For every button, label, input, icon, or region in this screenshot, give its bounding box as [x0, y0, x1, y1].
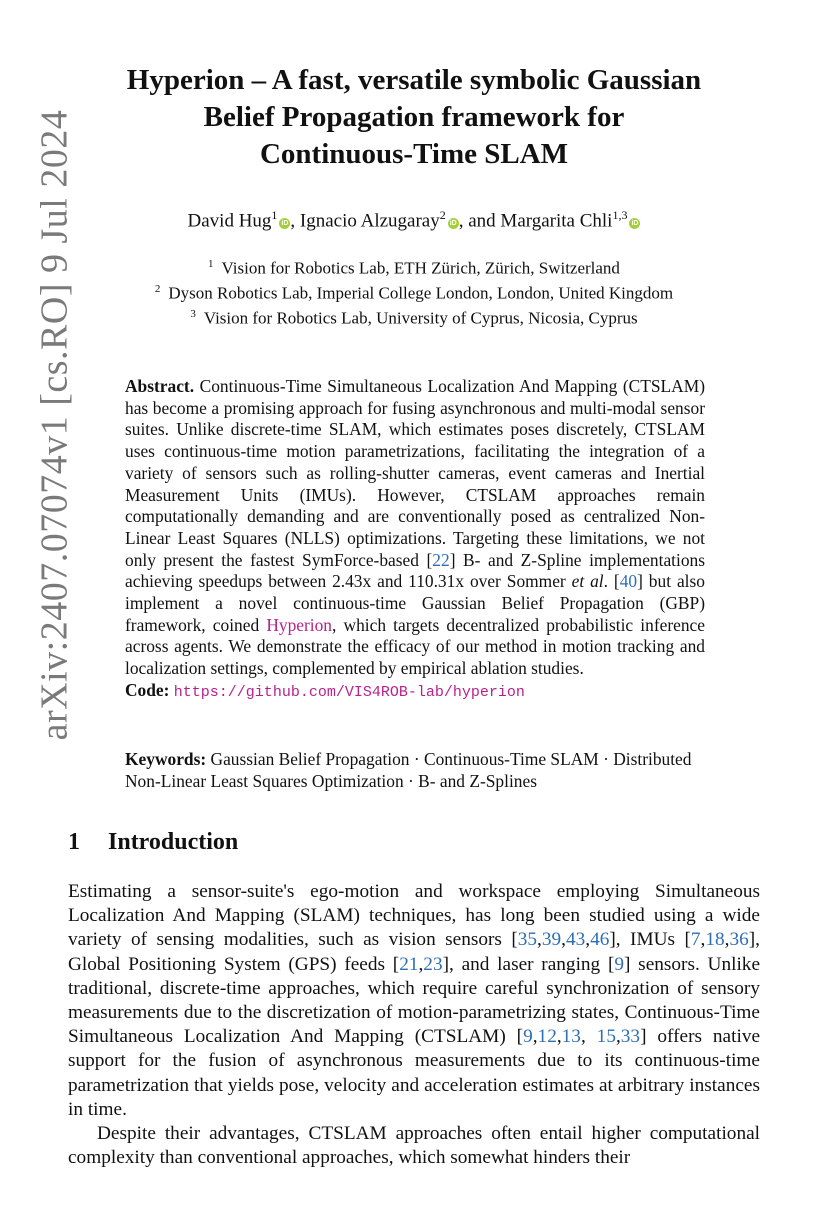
keywords-label: Keywords: — [125, 749, 207, 769]
author-affiliation-mark: 1,3 — [612, 208, 628, 222]
author-list — [80, 208, 748, 232]
affiliation-mark: 1 — [208, 258, 214, 270]
citation-link[interactable]: 36 — [729, 929, 749, 951]
arxiv-identifier: arXiv:2407.07074v1 [cs.RO] 9 Jul 2024 — [33, 109, 75, 741]
citation-link[interactable]: 35 — [517, 929, 538, 951]
citation-link[interactable]: 40 — [619, 571, 638, 592]
title-line-2: Belief Propagation framework for — [203, 101, 625, 133]
affiliation — [80, 279, 748, 304]
paragraph: Estimating a sensor-suite's ego-motion and workspace employing Simultaneous Localization And Mapping (SLAM) techniques, has long been studied using a wide variety of sensing modalities, such as vision sensors [35,39,43,46], IMUs [7,18,36], Global Positioning System (GPS) feeds [21,23], and laser ranging [9] sensors. Unlike traditional, discrete-time approaches, which require careful synchronization of sensory measurements due to the discretization of motion-parametrizing states, Continuous-Time Simultaneous Localization And Mapping (CTSLAM) [9,12,13, 15,33] offers native support for the fusion of asynchronous measurements due to its continuous-time parametrization that yields pose, velocity and acceleration estimates at arbitrary instances in time. — [68, 881, 761, 1120]
citation-link[interactable]: 9 — [523, 1026, 533, 1048]
keywords-text: Gaussian Belief Propagation · Continuous-Time SLAM · Distributed Non-Linear Least Squares Optimization · B- and Z-Splines — [125, 749, 692, 791]
title-line-3: Continuous-Time SLAM — [259, 138, 569, 170]
affiliation-text: Dyson Robotics Lab, Imperial College London, London, United Kingdom — [168, 283, 674, 303]
citation-link[interactable]: 23 — [423, 953, 443, 975]
citation-link[interactable]: 12 — [537, 1026, 557, 1048]
citation-link[interactable]: 22 — [432, 549, 450, 570]
abstract-text: ] but also implement a novel continuous-time Gaussian Belief Propagation (GBP) framework, coined — [125, 571, 705, 635]
author-separator: , — [290, 210, 300, 232]
affiliation-text: Vision for Robotics Lab, ETH Zürich, Zürich, Switzerland — [221, 258, 620, 278]
code-url-link[interactable]: https://github.com/VIS4ROB-lab/hyperion — [173, 683, 525, 701]
abstract-italic: et al — [571, 571, 604, 592]
citation-link[interactable]: 39 — [541, 929, 562, 951]
affiliation — [80, 254, 748, 279]
affiliation-mark: 3 — [190, 308, 196, 321]
abstract-label: Abstract. — [125, 376, 195, 396]
section-heading — [68, 829, 758, 856]
citation-link[interactable]: 15 — [596, 1026, 616, 1048]
affiliation-mark: 2 — [154, 283, 161, 296]
body-text: ], and laser ranging [ — [442, 953, 615, 975]
author-separator: , and — [458, 210, 501, 232]
citation-link[interactable]: 33 — [620, 1026, 641, 1048]
abstract-text: Continuous-Time Simultaneous Localization And Mapping (CTSLAM) has become a promising approach for fusing asynchronous and multi-modal sensor suites. Unlike discrete-time SLAM, which estimates poses discretely, CTSLAM uses continuous-time motion parametrizations, facilitating the integration of a variety of sensors such as rolling-shutter cameras, event cameras and Inertial Measurement Units (IMUs). However, CTSLAM approaches remain computationally demanding and are conventionally posed as centralized Non-Linear Least Squares (NLLS) optimizations. Targeting these limitations, we not only present the fastest SymForce-based [ — [125, 376, 705, 570]
introduction-body — [68, 880, 760, 1170]
author-affiliation-mark: 1 — [271, 208, 278, 222]
paper-title — [80, 62, 748, 173]
keywords-block — [125, 748, 705, 792]
title-line-1: Hyperion – A fast, versatile symbolic Gaussian — [126, 64, 702, 96]
orcid-icon[interactable]: iD — [449, 220, 457, 228]
abstract-block — [125, 376, 705, 704]
affiliation-text: Vision for Robotics Lab, University of Cyprus, Nicosia, Cyprus — [203, 308, 638, 328]
citation-link[interactable]: 13 — [561, 1026, 581, 1048]
citation-link[interactable]: 18 — [705, 929, 725, 951]
paragraph: Despite their advantages, CTSLAM approaches often entail higher computational complexity than conventional approaches, which somewhat hinders their — [68, 1123, 760, 1169]
body-text: ], Global Positioning System (GPS) feeds [ — [68, 929, 760, 975]
citation-link[interactable]: 21 — [399, 953, 419, 975]
author-name: Ignacio Alzugaray — [299, 210, 440, 232]
body-text: ] offers native support for the fusion of asynchronous measurements due to its continuous-time parametrization that yields pose, velocity and acceleration estimates at arbitrary instances in time. — [68, 1026, 761, 1120]
hyperion-link[interactable]: Hyperion — [266, 614, 332, 635]
orcid-icon[interactable]: iD — [281, 220, 289, 228]
author-affiliation-mark: 2 — [439, 208, 446, 222]
citation-link[interactable]: 9 — [614, 953, 625, 975]
orcid-icon[interactable]: iD — [631, 220, 639, 228]
abstract-text: . [ — [603, 571, 620, 592]
affiliation — [80, 304, 748, 329]
section-title: Introduction — [108, 829, 239, 855]
body-text: ] sensors. Unlike traditional, discrete-time approaches, which require careful synchronization of sensory measurements due to the discretization of motion-parametrizing states, Continuous-Time Simultaneous Localization And Mapping (CTSLAM) [ — [68, 953, 761, 1048]
affiliation-list — [80, 254, 748, 329]
body-text: ], IMUs [ — [609, 929, 691, 951]
citation-link[interactable]: 7 — [690, 929, 701, 951]
arxiv-identifier-margin — [25, 95, 83, 755]
body-text: Estimating a sensor-suite's ego-motion and workspace employing Simultaneous Localization And Mapping (SLAM) techniques, has long been studied using a wide variety of sensing modalities, such as vision sensors [ — [68, 881, 760, 951]
section-number: 1 — [68, 829, 80, 855]
citation-link[interactable]: 46 — [590, 929, 610, 951]
abstract-text: , which targets decentralized probabilistic inference across agents. We demonstrate the efficacy of our method in motion tracking and localization settings, complemented by empirical ablation studies. — [125, 614, 705, 679]
code-label: Code: — [125, 679, 170, 700]
author-name: David Hug — [187, 210, 272, 232]
citation-link[interactable]: 43 — [565, 929, 586, 951]
author-name: Margarita Chli — [500, 210, 613, 232]
abstract-text: ] B- and Z-Spline implementations achieving speedups between 2.43x and 110.31x over Sommer — [125, 549, 706, 592]
